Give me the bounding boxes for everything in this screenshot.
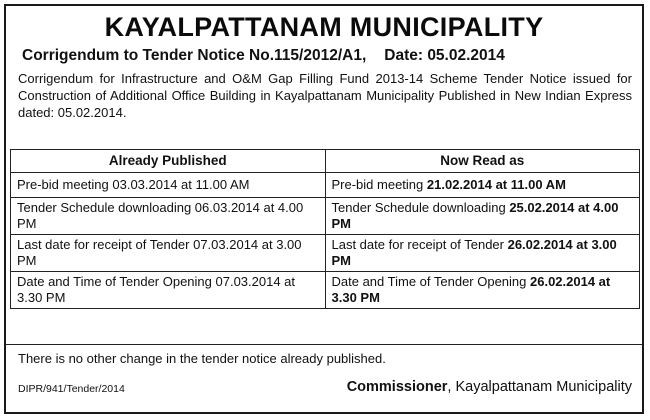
published-cell: Tender Schedule downloading 06.03.2014 at 4.00 PM [11, 198, 326, 235]
now-read-value: 26.02.2014 at 3.00 PM [331, 237, 617, 268]
table-row [11, 173, 640, 198]
now-read-value: 21.02.2014 at 11.00 AM [426, 177, 566, 192]
notice-date: Date: 05.02.2014 [384, 47, 505, 64]
published-cell: Pre-bid meeting 03.03.2014 at 11.00 AM [11, 173, 326, 198]
signatory-role: Commissioner [346, 379, 448, 395]
table-row [11, 198, 640, 235]
changes-table [10, 149, 640, 309]
signatory-org: , Kayalpattanam Municipality [447, 379, 632, 395]
now-read-label: Last date for receipt of Tender [331, 237, 508, 252]
table-row [11, 235, 640, 272]
now-read-label: Date and Time of Tender Opening [331, 274, 530, 289]
table-header-row [11, 150, 640, 173]
published-cell: Last date for receipt of Tender 07.03.2014 at 3.00 PM [11, 235, 326, 272]
dipr-reference: DIPR/941/Tender/2014 [18, 383, 125, 395]
corrigendum-heading: Corrigendum to Tender Notice No.115/2012/A1, [22, 47, 367, 64]
signature-line [347, 379, 632, 395]
intro-paragraph: Corrigendum for Infrastructure and O&M Gap Filling Fund 2013-14 Scheme Tender Notice issued for Construction of Additional Office Building in Kayalpattanam Municipality Published in New Indian Express dated: 05.02.2014. [18, 71, 632, 120]
now-read-cell [325, 272, 640, 309]
table-row [11, 272, 640, 309]
now-read-label: Pre-bid meeting [331, 177, 427, 192]
now-read-cell [325, 173, 640, 198]
published-cell: Date and Time of Tender Opening 07.03.2014 at 3.30 PM [11, 272, 326, 309]
tender-notice [4, 4, 644, 414]
no-other-change-note: There is no other change in the tender notice already published. [6, 344, 642, 374]
now-read-value: 25.02.2014 at 4.00 PM [331, 200, 619, 231]
header-already-published: Already Published [11, 150, 326, 173]
now-read-label: Tender Schedule downloading [331, 200, 510, 215]
now-read-cell [325, 235, 640, 272]
now-read-value: 26.02.2014 at 3.30 PM [331, 274, 611, 305]
now-read-cell [325, 198, 640, 235]
notice-subtitle [6, 46, 642, 66]
notice-title: KAYALPATTANAM MUNICIPALITY [104, 12, 544, 42]
header-now-read-as: Now Read as [325, 150, 640, 173]
